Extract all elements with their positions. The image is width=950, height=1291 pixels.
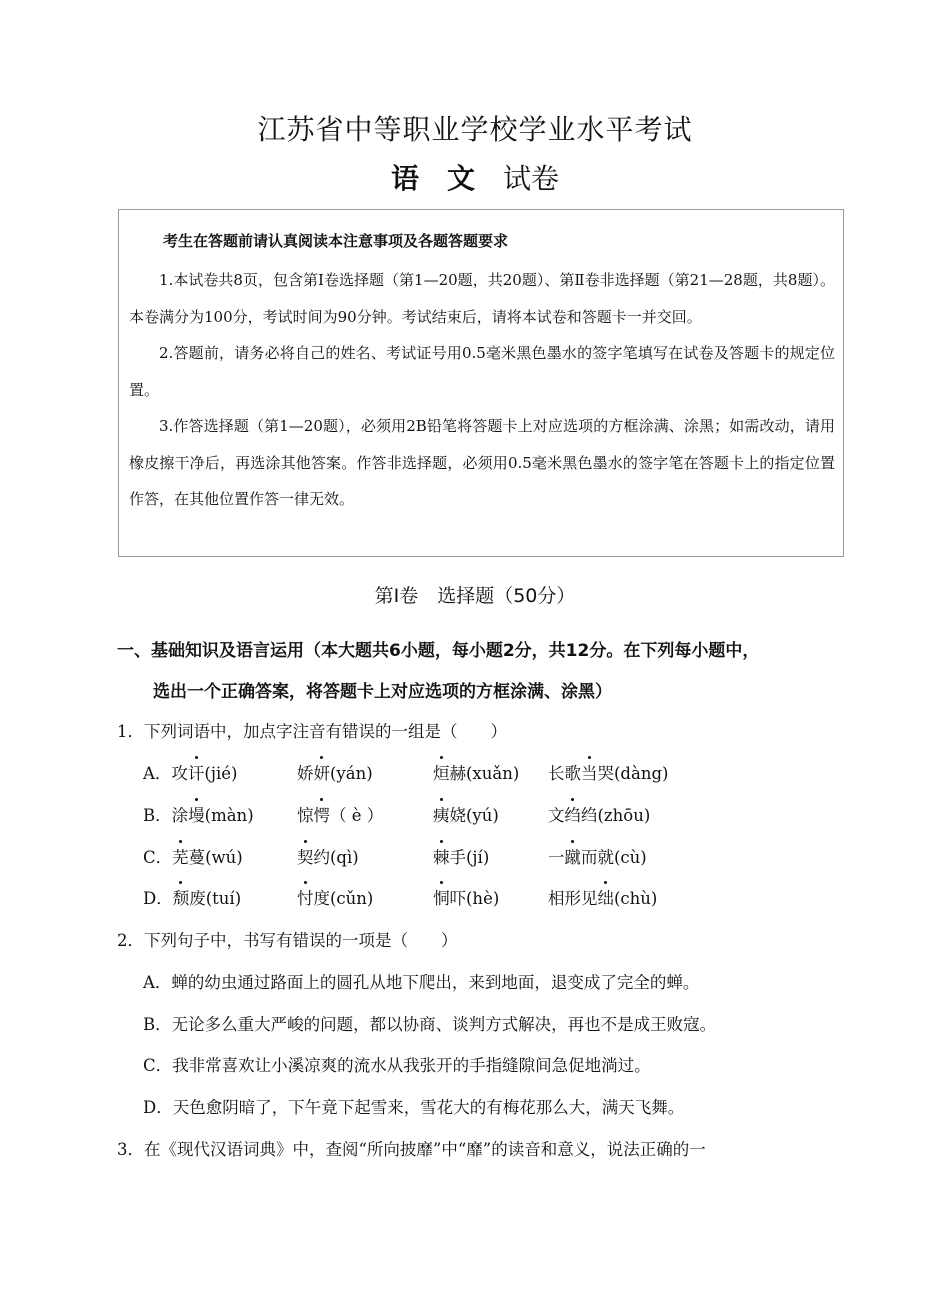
option-label: D．	[143, 889, 173, 908]
option-cell	[143, 802, 254, 826]
dotted-character: 妍	[314, 760, 331, 784]
notice-item: 2.答题前，请务必将自己的姓名、考试证号用0.5毫米黑色墨水的签字笔填写在试卷及答题卡的规定位置。	[129, 344, 835, 399]
word-suffix-pinyin: (yán)	[330, 764, 373, 783]
word-suffix-pinyin: (chù)	[614, 889, 658, 908]
question-2-option-d: D．天色愈阴暗了，下午竟下起雪来，雪花大的有梅花那么大，满天飞舞。	[143, 1098, 685, 1117]
word-suffix-pinyin: 手(jí)	[449, 848, 490, 867]
dotted-character: 颓	[173, 885, 190, 909]
option-cell	[433, 844, 489, 868]
part-one-line1: 一、基础知识及语言运用（本大题共6小题，每小题2分，共12分。在下列每小题中，	[117, 641, 760, 661]
option-cell	[143, 844, 243, 868]
option-cell	[433, 760, 519, 784]
option-label: B．	[143, 806, 172, 825]
exam-subtitle	[0, 157, 950, 197]
notice-body	[129, 262, 835, 518]
question-2-option-a: A．蝉的幼虫通过路面上的圆孔从地下爬出，来到地面，退变成了完全的蝉。	[143, 973, 700, 992]
option-cell	[433, 802, 499, 826]
option-cell	[297, 802, 383, 826]
dotted-character: 烜	[433, 760, 450, 784]
dotted-character: 绉	[565, 802, 582, 826]
dotted-character: 当	[581, 760, 598, 784]
dotted-character: 棘	[433, 844, 450, 868]
word-suffix-pinyin: 度(cǔn)	[313, 889, 374, 908]
option-cell	[548, 760, 668, 784]
notice-box	[118, 209, 844, 557]
word-suffix-pinyin: 蔓(wú)	[188, 848, 243, 867]
option-cell	[297, 885, 373, 909]
question-1-stem: 1．下列词语中，加点字注音有错误的一组是（ ）	[117, 722, 507, 741]
option-label: A．	[143, 764, 172, 783]
notice-heading: 考生在答题前请认真阅读本注意事项及各题答题要求	[163, 232, 509, 250]
word-suffix-pinyin: 哭(dàng)	[597, 764, 669, 783]
option-cell	[548, 885, 657, 909]
word-suffix-pinyin: 吓(hè)	[449, 889, 500, 908]
word-suffix-pinyin: 赫(xuǎn)	[449, 764, 520, 783]
word-prefix: 涂	[171, 806, 189, 825]
option-cell	[548, 844, 647, 868]
subject-name: 语文	[390, 162, 503, 195]
exam-title: 江苏省中等职业学校学业水平考试	[257, 113, 693, 146]
option-cell	[433, 885, 499, 909]
dotted-character: 痍	[433, 802, 450, 826]
dotted-character: 忖	[297, 885, 314, 909]
word-prefix: 文	[548, 806, 565, 825]
word-prefix: 长歌	[548, 764, 581, 783]
dotted-character: 恫	[433, 885, 450, 909]
word-suffix-pinyin: 绉(zhōu)	[581, 806, 651, 825]
option-label: C．	[143, 848, 173, 867]
word-suffix-pinyin: (jié)	[204, 764, 238, 783]
dotted-character: 讦	[188, 760, 205, 784]
notice-item: 3.作答选择题（第1—20题），必须用2B铅笔将答题卡上对应选项的方框涂满、涂黑；如需改动，请用橡皮擦干净后，再选涂其他答案。作答非选择题，必须用0.5毫米黑色墨水的签字笔在答题卡上的指定位置作答，在其他位置作答一律无效。	[129, 417, 835, 508]
subtitle-suffix: 试卷	[503, 162, 560, 195]
word-prefix: 相形见	[548, 889, 598, 908]
dotted-character: 蹴	[565, 844, 582, 868]
word-suffix-pinyin: （ è ）	[330, 806, 384, 825]
dotted-character: 契	[297, 844, 314, 868]
dotted-character: 绌	[598, 885, 615, 909]
option-cell	[548, 802, 650, 826]
word-suffix-pinyin: 娆(yú)	[449, 806, 499, 825]
part-one-heading	[117, 631, 857, 713]
dotted-character: 墁	[188, 802, 205, 826]
word-prefix: 娇	[297, 764, 314, 783]
section-heading: 第Ⅰ卷 选择题（50分）	[374, 585, 576, 607]
word-suffix-pinyin: 约(qì)	[313, 848, 359, 867]
option-cell	[143, 885, 241, 909]
question-3-stem: 3．在《现代汉语词典》中，查阅“所向披靡”中“靡”的读音和意义，说法正确的一	[117, 1140, 706, 1159]
question-2-option-c: C．我非常喜欢让小溪凉爽的流水从我张开的手指缝隙间急促地淌过。	[143, 1056, 651, 1075]
word-prefix: 一	[548, 848, 565, 867]
word-suffix-pinyin: (màn)	[204, 806, 254, 825]
part-one-line2: 选出一个正确答案，将答题卡上对应选项的方框涂满、涂黑）	[153, 682, 612, 702]
word-prefix: 攻	[171, 764, 188, 783]
question-2-stem: 2．下列句子中，书写有错误的一项是（ ）	[117, 931, 458, 950]
word-prefix: 惊	[297, 806, 314, 825]
question-2-option-b: B．无论多么重大严峻的问题，都以协商、谈判方式解决，再也不是成王败寇。	[143, 1015, 717, 1034]
word-suffix-pinyin: 而就(cù)	[581, 848, 647, 867]
option-cell	[297, 844, 359, 868]
word-suffix-pinyin: 废(tuí)	[189, 889, 242, 908]
dotted-character: 愕	[314, 802, 331, 826]
option-cell	[143, 760, 237, 784]
notice-item: 1.本试卷共8页，包含第Ⅰ卷选择题（第1—20题，共20题）、第Ⅱ卷非选择题（第21—28题，共8题）。本卷满分为100分，考试时间为90分钟。考试结束后，请将本试卷和答题卡一并交回。	[129, 271, 835, 326]
option-cell	[297, 760, 373, 784]
dotted-character: 芜	[172, 844, 189, 868]
